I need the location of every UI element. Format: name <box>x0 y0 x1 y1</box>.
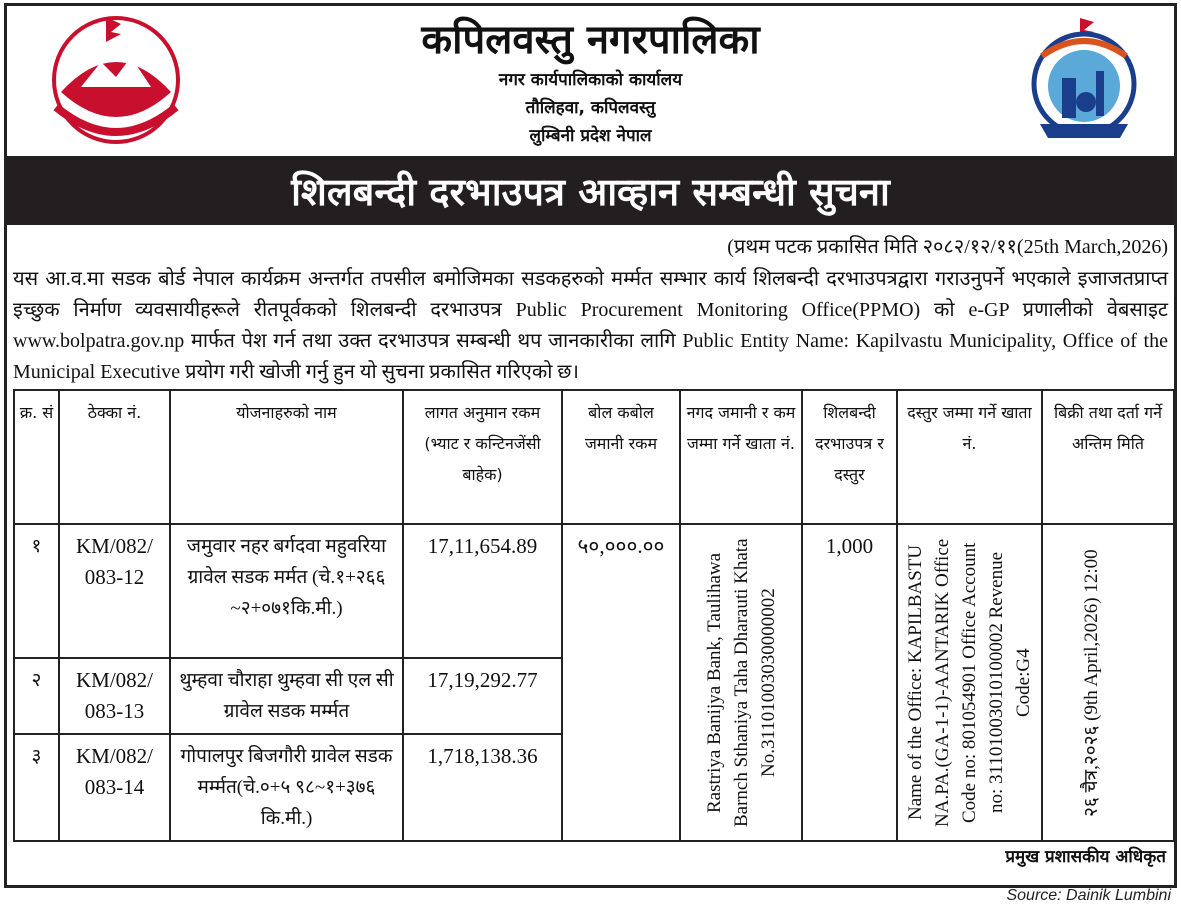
row-project-name: जमुवार नहर बर्गदवा महुवरिया ग्रावेल सडक मर्मत (चे.१+२६६ ~२+०७१कि.मी.) <box>170 524 403 658</box>
row-contract: KM/082/ 083-12 <box>59 524 170 658</box>
municipality-title: कपिलवस्तु नगरपालिका <box>421 17 760 63</box>
office-address: तौलिहवा, कपिलवस्तु <box>525 98 656 118</box>
tender-table <box>13 389 1175 842</box>
municipality-logo <box>1020 16 1148 144</box>
header-fee-account: दस्तुर जम्मा गर्ने खाता नं. <box>897 390 1042 524</box>
fee-account-cell <box>897 524 1042 841</box>
table-row <box>14 524 1174 658</box>
header-contract-no: ठेक्का नं. <box>59 390 170 524</box>
bid-security-amount: ५०,०००.०० <box>562 524 680 841</box>
nepal-emblem-logo <box>41 12 191 148</box>
row-sn: १ <box>14 524 59 658</box>
header-cash-account: नगद जमानी र कम जम्मा गर्ने खाता नं. <box>680 390 802 524</box>
notice-paragraph: यस आ.व.मा सडक बोर्ड नेपाल कार्यक्रम अन्तर्गत तपसील बमोजिमका सडकहरुको मर्म्मत सम्भार कार्य शिलबन्दी दरभाउपत्रद्वारा गराउनुपर्ने भएकाले इजाजतप्राप्त इच्छुक निर्माण व्यवसायीहरूले रीतपूर्वकको शिलबन्दी दरभाउपत्र Public Procurement Monitoring Office(PPMO) को e-GP प्रणालीको वेबसाइट www.bolpatra.gov.np मार्फत पेश गर्न तथा उक्त दरभाउपत्र सम्बन्धी थप जानकारीका लागि Public Entity Name: Kapilvastu Municipality, Office of the Municipal Executive प्रयोग गरी खोजी गर्नु हुन यो सुचना प्रकासित गरिएको छ। <box>13 268 1168 383</box>
row-estimate: 17,19,292.77 <box>403 658 562 734</box>
header-cost-estimate: लागत अनुमान रकम (भ्याट र कन्टिनजेंसी बाहेक) <box>403 390 562 524</box>
row-contract: KM/082/ 083-14 <box>59 734 170 841</box>
header-bid-security: बोल कबोल जमानी रकम <box>562 390 680 524</box>
row-estimate: 1,718,138.36 <box>403 734 562 841</box>
header-project-name: योजनाहरुको नाम <box>170 390 403 524</box>
table-header-row <box>14 390 1174 524</box>
header-sn: क्र. सं <box>14 390 59 524</box>
row-sn: २ <box>14 658 59 734</box>
province-name: लुम्बिनी प्रदेश नेपाल <box>529 126 652 146</box>
row-contract: KM/082/ 083-13 <box>59 658 170 734</box>
office-name: नगर कार्यपालिकाको कार्यालय <box>498 70 683 90</box>
row-project-name: थुम्हवा चौराहा थुम्हवा सी एल सी ग्रावेल सडक मर्म्मत <box>170 658 403 734</box>
deadline-cell <box>1042 524 1174 841</box>
deadline: २६ चैत्र,२०२६ (9th April,2026) 12:00 <box>1081 548 1102 817</box>
notice-banner: शिलबन्दी दरभाउपत्र आव्हान सम्बन्धी सुचना <box>7 159 1174 225</box>
row-project-name: गोपालपुर बिजगौरी ग्रावेल सडक मर्म्मत(चे.०+५ ९८~१+३७६ कि.मी.) <box>170 734 403 841</box>
fee-account: Name of the Office: KAPILBASTU NA.PA.(GA-1-1)-AANTARIK Office Code no: 801054901 Office Account no: 31101003010100002 Revenue Code:G4 <box>905 538 1034 827</box>
cash-account-cell <box>680 524 802 841</box>
notice-header <box>7 6 1174 159</box>
header-fee: शिलबन्दी दरभाउपत्र र दस्तुर <box>802 390 897 524</box>
row-estimate: 17,11,654.89 <box>403 524 562 658</box>
source-credit: Source: Dainik Lumbini <box>1006 887 1171 904</box>
notice-page <box>4 3 1177 888</box>
fee-amount: 1,000 <box>802 524 897 841</box>
publication-date: (प्रथम पटक प्रकासित मिति २०८२/१२/११(25th March,2026) <box>727 236 1168 258</box>
signatory-title: प्रमुख प्रशासकीय अधिकृत <box>1005 847 1166 867</box>
header-deadline: बिक्री तथा दर्ता गर्ने अन्तिम मिति <box>1042 390 1174 524</box>
cash-account: Rastriya Banijya Bank, Taulihawa Barnch Sthaniya Taha Dharauti Khata No.31101003030000002 <box>703 538 779 827</box>
row-sn: ३ <box>14 734 59 841</box>
